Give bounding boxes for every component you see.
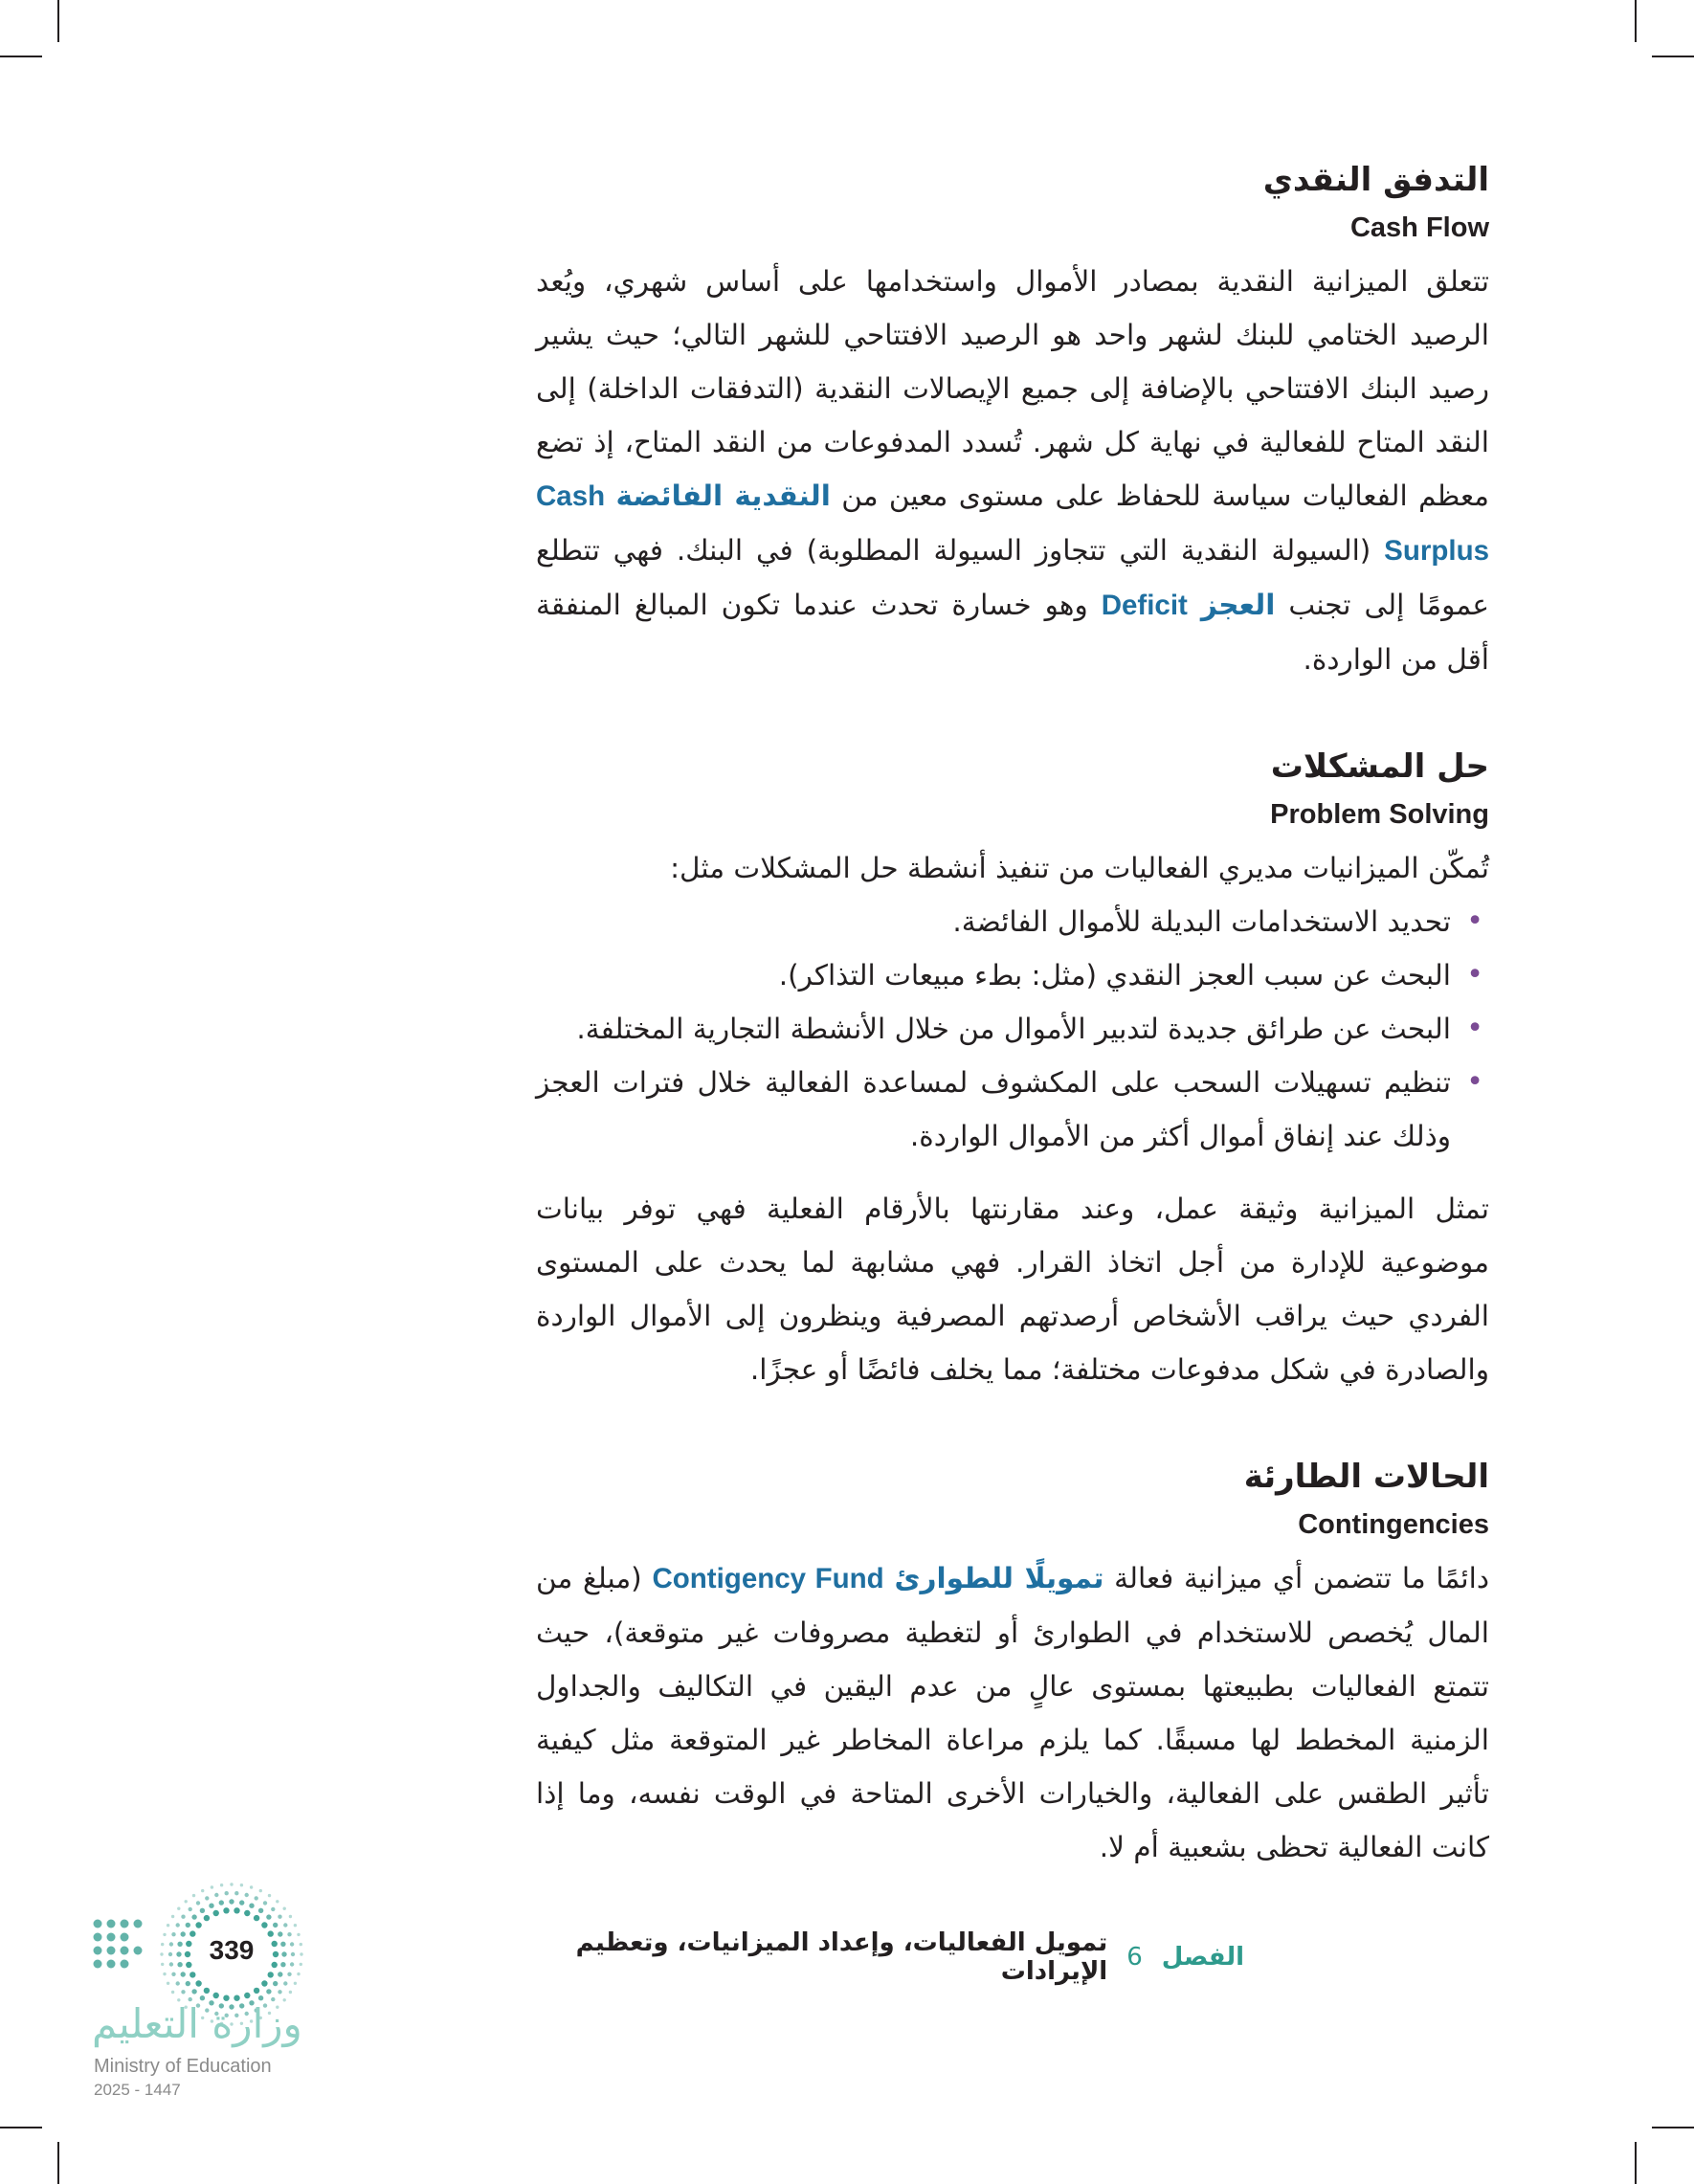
logo-dot <box>278 1915 281 1919</box>
logo-dot <box>272 1962 278 1968</box>
logo-dot <box>176 1981 180 1985</box>
logo-dot <box>163 1972 166 1975</box>
logo-dot <box>300 1952 302 1955</box>
logo-dot <box>263 1901 267 1905</box>
logo-dot <box>300 1943 302 1946</box>
logo-dot <box>191 1914 196 1919</box>
logo-dot <box>209 1904 213 1908</box>
logo-dot <box>297 1933 300 1936</box>
logo-dot <box>177 1942 182 1947</box>
logo-dot <box>287 1932 291 1936</box>
logo-dot <box>181 1915 185 1919</box>
text-run: دائمًا ما تتضمن أي ميزانية فعالة <box>1103 1562 1489 1594</box>
logo-dot <box>273 1981 278 1986</box>
logo-dot <box>160 1952 163 1955</box>
logo-dot <box>169 1942 173 1946</box>
heading-ar: حل المشكلات <box>1270 747 1489 786</box>
list-item: • البحث عن طرائق جديدة لتدبير الأموال من خلال الأنشطة التجارية المختلفة. <box>536 1002 1489 1056</box>
text-run: تتعلق الميزانية النقدية بمصادر الأموال واستخدامها على أساس شهري، ويُعد الرصيد الختامي للبنك لشهر واحد هو الرصيد الافتتاحي للشهر التالي؛ حيث يشير رصيد البنك الافتتاحي بالإضافة إلى جميع الإيصالات النقدية (التدفقات الداخلة) إلى النقد المتاح للفعالية في نهاية كل شهر. تُسدد المدفوعات من النقد المتاح، إذ تضع معظم الفعاليات سياسة للحفاظ على مستوى معين من <box>536 265 1489 512</box>
logo-dot <box>283 1923 287 1927</box>
ministry-logo-icon <box>88 1876 308 2115</box>
logo-dot <box>273 1951 279 1957</box>
ministry-name-ar: وزارة التعليم <box>92 2000 302 2047</box>
logo-dot <box>171 1915 174 1918</box>
logo-dot <box>214 1893 218 1897</box>
logo-dot <box>171 1991 174 1994</box>
list-item: • البحث عن سبب العجز النقدي (مثل: بطء مبيعات التذاكر). <box>536 948 1489 1002</box>
logo-dot <box>219 1900 224 1905</box>
crop-mark <box>1652 56 1694 57</box>
logo-dot <box>186 1981 190 1986</box>
keyword-cash-surplus-en: Cash Surplus <box>536 480 1489 567</box>
logo-dot <box>278 1972 282 1976</box>
logo-dot <box>223 1907 229 1913</box>
logo-dot <box>94 1960 102 1969</box>
logo-dot <box>290 1962 294 1966</box>
logo-dot <box>163 1933 166 1936</box>
logo-dot <box>272 1941 278 1947</box>
logo-dot <box>268 1894 271 1897</box>
logo-dot <box>239 1900 244 1905</box>
keyword-deficit-ar: العجز <box>1200 589 1276 621</box>
logo-dot <box>186 1923 190 1928</box>
logo-dot <box>297 1972 300 1975</box>
logo-dot <box>181 1931 186 1936</box>
logo-dot <box>205 1896 209 1900</box>
logo-dot <box>211 1885 213 1888</box>
logo-dot <box>255 1896 258 1900</box>
heading-en: Problem Solving <box>1270 799 1489 830</box>
logo-dot <box>186 1962 191 1968</box>
logo-dot <box>177 1907 180 1910</box>
logo-dot <box>283 1907 286 1910</box>
logo-dot <box>289 1915 292 1918</box>
logo-dot <box>167 1982 169 1985</box>
keyword-deficit-en: Deficit <box>1101 590 1188 621</box>
logo-dot <box>268 1930 274 1936</box>
logo-dot <box>176 1923 180 1927</box>
chapter-title: تمويل الفعاليات، وإعداد الميزانيات، وتعظيم الإيرادات <box>575 1928 1108 1986</box>
paragraph <box>536 255 1489 686</box>
logo-dot <box>254 1988 259 1994</box>
logo-dot <box>121 1920 129 1928</box>
logo-dot <box>278 1931 282 1936</box>
keyword-contingency-fund-ar: تمويلًا للطوارئ <box>894 1562 1104 1594</box>
logo-dot <box>300 1963 302 1966</box>
page-number: 339 <box>209 1935 255 1965</box>
logo-dot <box>94 1920 102 1928</box>
logo-dot <box>191 1989 196 1994</box>
logo-dot <box>230 1883 233 1885</box>
logo-dot <box>240 1883 243 1886</box>
logo-dot <box>266 1914 271 1919</box>
logo-dot <box>261 1980 267 1986</box>
logo-dot <box>283 1981 287 1985</box>
list-item: • تحديد الاستخدامات البديلة للأموال الفائضة. <box>536 895 1489 948</box>
crop-mark <box>1635 0 1637 42</box>
logo-dot <box>291 1952 295 1956</box>
logo-dot <box>181 1972 186 1976</box>
logo-dot <box>189 1907 192 1911</box>
main-text-column <box>536 153 1489 1928</box>
logo-dot <box>185 1951 190 1957</box>
logo-dot <box>121 1947 129 1955</box>
text-run: وهو خسارة تحدث عندما تكون المبالغ المنفقة أقل من الواردة. <box>536 589 1489 676</box>
logo-dot <box>107 1933 116 1942</box>
logo-dot <box>280 1962 285 1967</box>
logo-dot <box>290 1942 294 1946</box>
logo-dot <box>287 1972 291 1976</box>
chapter-number: 6 <box>1126 1943 1143 1972</box>
logo-dot <box>259 1889 262 1892</box>
logo-dot <box>258 1908 263 1913</box>
heading-en: Cash Flow <box>1349 212 1489 243</box>
logo-dot <box>278 1990 281 1994</box>
list-item: • تنظيم تسهيلات السحب على المكشوف لمساعدة الفعالية خلال فترات العجز وذلك عند إنفاق أموال أكثر من الأموال الواردة. <box>536 1056 1489 1163</box>
text-run: (مبلغ من المال يُخصص للاستخدام في الطوارئ أو لتغطية مصروفات غير متوقعة)، حيث تتمتع الفعاليات بطبيعتها بمستوى عالٍ من عدم اليقين في التكاليف والجداول الزمنية المخطط لها مسبقًا. كما يلزم مراعاة المخاطر غير المتوقعة مثل كيفية تأثير الطقس على الفعالية، والخيارات الأخرى المتاحة في الوقت نفسه، وما إذا كانت الفعالية تحظى بشعبية أم لا. <box>536 1562 1489 1863</box>
keyword-cash-surplus-ar: النقدية الفائضة <box>615 479 831 512</box>
logo-dot <box>268 1972 274 1977</box>
logo-dot <box>161 1943 164 1946</box>
logo-dot <box>245 1893 249 1897</box>
heading-en: Contingencies <box>1298 1509 1489 1540</box>
logo-dot <box>107 1960 116 1969</box>
logo-dot <box>189 1930 195 1936</box>
logo-dot <box>213 1993 219 1998</box>
crop-mark <box>57 0 59 42</box>
logo-dot <box>244 1910 250 1916</box>
logo-dot <box>254 1915 259 1921</box>
logo-dot <box>176 1951 181 1956</box>
logo-dot <box>168 1952 172 1956</box>
logo-dot <box>220 1883 223 1886</box>
logo-dot <box>161 1963 164 1966</box>
logo-dot <box>289 1991 292 1994</box>
keyword-contingency-fund-en: Contigency Fund <box>652 1563 884 1594</box>
logo-dot <box>171 1932 175 1936</box>
logo-dot <box>250 1885 253 1888</box>
logo-dot <box>225 1891 229 1895</box>
heading-ar: التدفق النقدي <box>1262 161 1489 199</box>
logo-dot <box>261 1922 267 1928</box>
logo-dot <box>204 1988 210 1994</box>
logo-dot <box>189 1972 195 1977</box>
logo-dot <box>94 1947 102 1955</box>
logo-dot <box>234 1907 239 1913</box>
logo-dot <box>294 1982 297 1985</box>
text-run: (السيولة النقدية التي تتجاوز السيولة المطلوبة) في البنك. فهي تتطلع عمومًا إلى تجنب <box>536 534 1489 621</box>
logo-dot <box>244 1993 250 1998</box>
logo-dot <box>280 1942 285 1947</box>
logo-dot <box>177 1962 182 1967</box>
intro-paragraph: تُمكّن الميزانيات مديري الفعاليات من تنفيذ أنشطة حل المشكلات مثل: <box>670 852 1489 884</box>
logo-dot <box>294 1924 297 1927</box>
logo-dot <box>271 1907 275 1911</box>
logo-dot <box>204 1915 210 1921</box>
logo-dot <box>185 1900 188 1903</box>
section-cash-flow <box>536 153 1489 686</box>
closing-paragraph: تمثل الميزانية وثيقة عمل، وعند مقارنتها بالأرقام الفعلية فهي توفر بيانات موضوعية للإدارة من أجل اتخاذ القرار. فهي مشابهة لما يحدث على المستوى الفردي حيث يراقب الأشخاص أرصدتهم المصرفية وينظرون إلى الأموال الواردة والصادرة في شكل مدفوعات مختلفة؛ مما يخلف فائضًا أو عجزًا. <box>536 1192 1489 1386</box>
logo-dot <box>171 1972 175 1976</box>
heading-ar: الحالات الطارئة <box>1243 1458 1489 1496</box>
logo-dot <box>276 1900 279 1903</box>
crop-mark <box>0 56 42 57</box>
section-problem-solving <box>536 740 1489 1396</box>
crop-mark <box>57 2142 59 2184</box>
crop-mark <box>1652 2127 1694 2128</box>
bullet-list <box>536 895 1489 1163</box>
logo-dot <box>134 1920 143 1928</box>
logo-dot <box>200 1908 205 1913</box>
logo-dot <box>266 1989 271 1994</box>
logo-dot <box>121 1960 129 1969</box>
logo-dot <box>121 1933 129 1942</box>
logo-dot <box>281 1951 286 1956</box>
crop-mark <box>1635 2142 1637 2184</box>
logo-dot <box>167 1924 169 1927</box>
logo-dot <box>195 1980 201 1986</box>
ministry-year: 2025 - 1447 <box>94 2081 181 2099</box>
logo-dot <box>229 1899 234 1904</box>
chapter-label: الفصل <box>1161 1943 1244 1972</box>
logo-dot <box>201 1889 204 1892</box>
logo-dot <box>195 1922 201 1928</box>
logo-dot <box>249 1904 254 1908</box>
logo-dot <box>107 1947 116 1955</box>
logo-dot <box>181 1990 185 1994</box>
chapter-footer <box>536 1928 1244 1986</box>
paragraph <box>536 1551 1489 1874</box>
logo-dot <box>273 1923 278 1928</box>
logo-dot <box>234 1891 238 1895</box>
logo-dot <box>94 1933 102 1942</box>
logo-dot <box>186 1941 191 1947</box>
logo-dot <box>107 1920 116 1928</box>
crop-mark <box>0 2127 42 2128</box>
logo-dot <box>196 1901 200 1905</box>
ministry-name-en: Ministry of Education <box>94 2056 272 2077</box>
section-contingencies <box>536 1450 1489 1874</box>
logo-dot <box>213 1910 219 1916</box>
logo-dot <box>169 1962 173 1966</box>
logo-dot <box>134 1947 143 1955</box>
logo-dot <box>192 1894 195 1897</box>
